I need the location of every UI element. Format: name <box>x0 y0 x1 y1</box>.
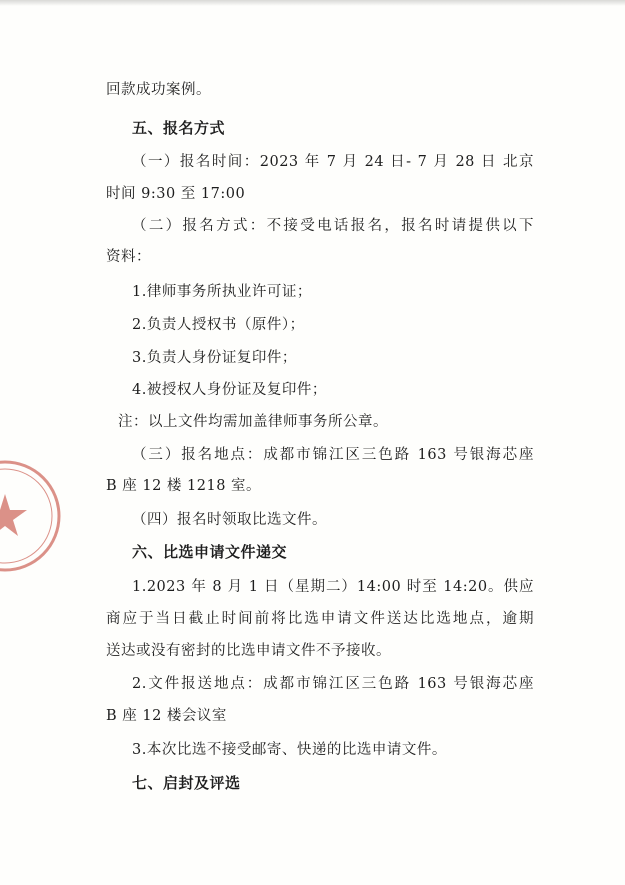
note-line: 注：以上文件均需加盖律师事务所公章。 <box>118 414 388 430</box>
list-item-1: 1.律师事务所执业许可证； <box>132 284 312 300</box>
section-heading-5: 五、报名方式 <box>132 119 226 137</box>
text-line-6: 资料： <box>106 249 151 265</box>
text-line-14: （四）报名时领取比选文件。 <box>132 512 327 528</box>
list-item-4: 4.被授权人身份证及复印件； <box>132 382 327 398</box>
text-line-4: 时间 9:30 至 17:00 <box>106 186 246 202</box>
list-item-3: 3.负责人身份证复印件； <box>132 350 297 366</box>
list-item-2: 2.负责人授权书（原件）； <box>132 317 305 333</box>
section-heading-6: 六、比选申请文件递交 <box>132 543 288 561</box>
text-line-21: 3.本次比选不接受邮寄、快递的比选申请文件。 <box>132 742 447 758</box>
scan-edge <box>0 0 625 6</box>
text-line-3: （一）报名时间：2023 年 7 月 24 日- 7 月 28 日 北京 <box>132 154 534 170</box>
text-line-20: B 座 12 楼会议室 <box>106 708 227 724</box>
text-line-16: 1.2023 年 8 月 1 日（星期二）14:00 时至 14:20。供应 <box>132 579 534 595</box>
red-seal-stamp <box>0 456 65 576</box>
text-line-18: 送达或没有密封的比选申请文件不予接收。 <box>106 643 391 659</box>
section-heading-7: 七、启封及评选 <box>132 774 241 792</box>
text-line-1: 回款成功案例。 <box>106 82 211 98</box>
text-line-17: 商应于当日截止时间前将比选申请文件送达比选地点，逾期 <box>106 611 534 627</box>
text-line-12: （三）报名地点：成都市锦江区三色路 163 号银海芯座 <box>132 447 534 463</box>
text-line-5: （二）报名方式：不接受电话报名，报名时请提供以下 <box>132 218 534 234</box>
text-line-13: B 座 12 楼 1218 室。 <box>106 478 262 494</box>
text-line-19: 2.文件报送地点：成都市锦江区三色路 163 号银海芯座 <box>132 676 534 692</box>
